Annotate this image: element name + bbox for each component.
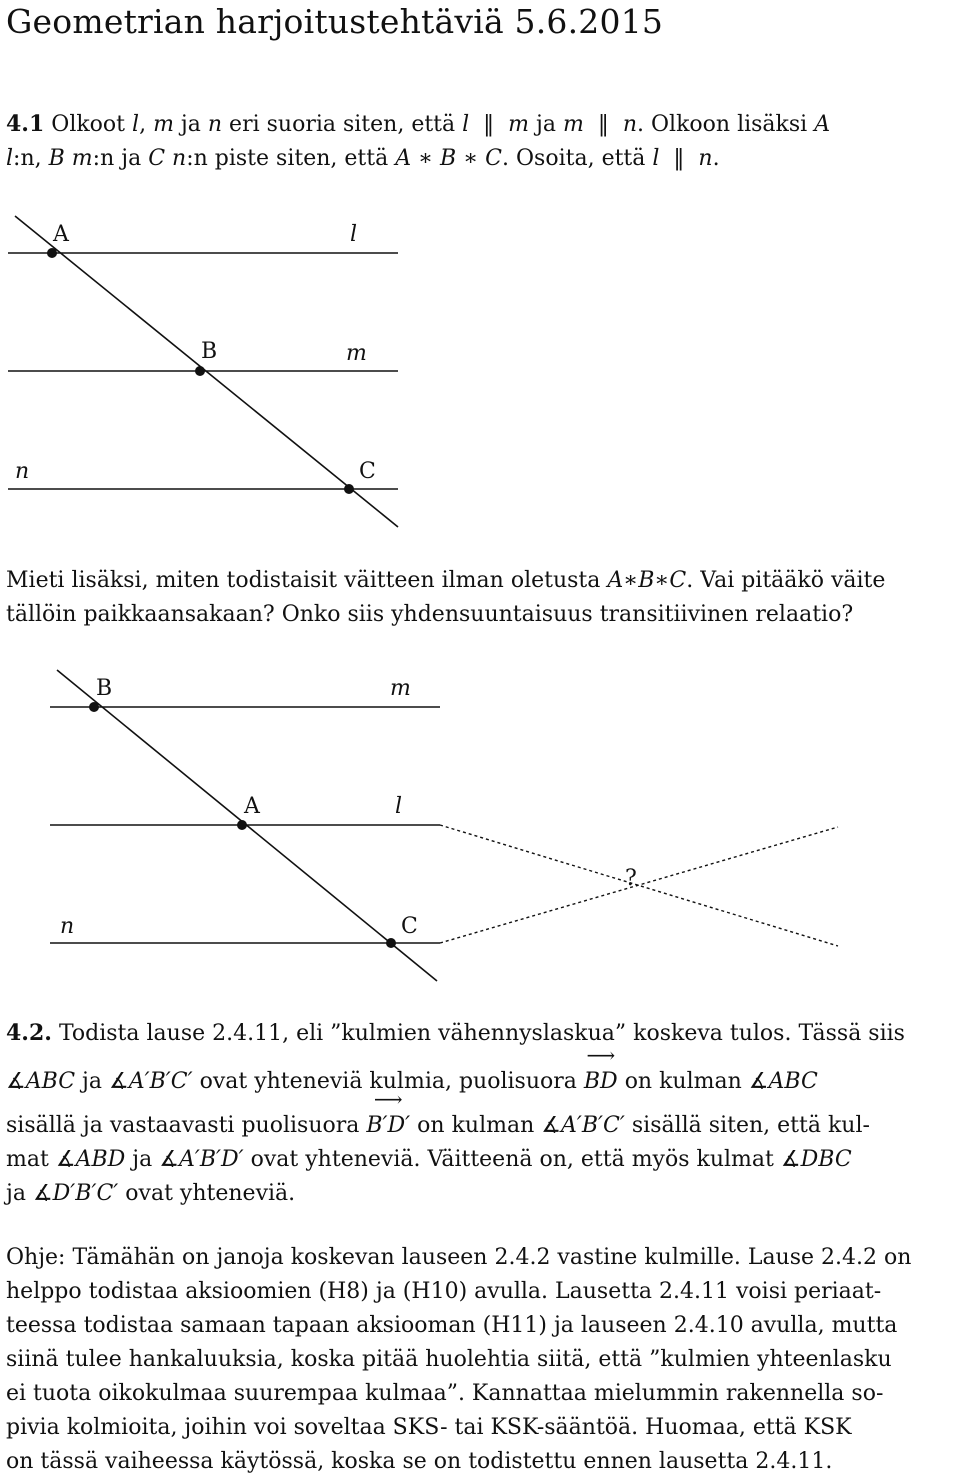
exercise-number: 4.1 <box>6 111 45 137</box>
point-b <box>195 366 205 376</box>
ohje-line-6: pivia kolmioita, joihin voi soveltaa SKS- tai KSK-sääntöä. Huomaa, että KSK <box>6 1415 852 1440</box>
exercise-4-2-line-3: sisällä ja vastaavasti puolisuora ⟶ B′D′ on kulman ∡A′B′C′ sisällä siten, että kul- <box>6 1108 870 1143</box>
exercise-4-2-line-4: mat ∡ABD ja ∡A′B′D′ ovat yhteneviä. Väitteenä on, että myös kulmat ∡DBC <box>6 1147 852 1172</box>
label-m: m <box>346 341 367 366</box>
exercise-4-2-line-1: 4.2. Todista lause 2.4.11, eli ”kulmien vähennyslaskua” koskeva tulos. Tässä siis <box>6 1020 905 1046</box>
ohje-line-1: Ohje: Tämähän on janoja koskevan lauseen 2.4.2 vastine kulmille. Lause 2.4.2 on <box>6 1245 912 1270</box>
question-mark: ? <box>625 866 637 891</box>
label-b: B <box>96 676 113 701</box>
label-n: n <box>60 914 75 939</box>
label-a: A <box>53 222 69 247</box>
ohje-line-4: siinä tulee hankaluuksia, koska pitää huolehtia siitä, että ”kulmien yhteenlasku <box>6 1347 892 1372</box>
mieti-line-2: tällöin paikkaansakaan? Onko siis yhdensuuntaisuus transitiivinen relaatio? <box>6 602 854 627</box>
ohje-line-7: on tässä vaiheessa käytössä, koska se on todistettu ennen lausetta 2.4.11. <box>6 1449 833 1474</box>
point-c <box>344 484 354 494</box>
label-l: l <box>350 222 358 247</box>
ohje-line-5: ei tuota oikokulmaa suurempaa kulmaa”. Kannattaa mielummin rakennella so- <box>6 1381 884 1406</box>
point-c <box>386 938 396 948</box>
label-l: l <box>395 794 403 819</box>
label-c: C <box>401 914 418 939</box>
dashed-extension-n <box>440 827 838 943</box>
figure-2 <box>50 670 838 981</box>
label-a: A <box>244 794 260 819</box>
exercise-number: 4.2. <box>6 1020 52 1046</box>
label-m: m <box>390 676 411 701</box>
page-title: Geometrian harjoitustehtäviä 5.6.2015 <box>6 2 664 41</box>
label-c: C <box>359 459 376 484</box>
mieti-line-1: Mieti lisäksi, miten todistaisit väitteen ilman oletusta A∗B∗C. Vai pitääkö väite <box>6 568 886 593</box>
exercise-4-1-line-2: l:n, B m:n ja C n:n piste siten, että A ∗ B ∗ C. Osoita, että l ‖ n. <box>6 146 720 171</box>
ohje-line-3: teessa todistaa samaan tapaan aksiooman (H11) ja lauseen 2.4.10 avulla, mutta <box>6 1313 898 1338</box>
point-b <box>89 702 99 712</box>
exercise-4-2-line-2: ∡ABC ja ∡A′B′C′ ovat yhteneviä kulmia, puolisuora ⟶ BD on kulman ∡ABC <box>6 1064 818 1099</box>
point-a <box>47 248 57 258</box>
figure-1 <box>8 216 398 527</box>
dashed-extension-l <box>440 825 838 946</box>
point-a <box>237 820 247 830</box>
exercise-4-1-line-1: 4.1 Olkoot l, m ja n eri suoria siten, että l ‖ m ja m ‖ n. Olkoon lisäksi A <box>6 111 831 137</box>
label-b: B <box>201 339 218 364</box>
ohje-line-2: helppo todistaa aksioomien (H8) ja (H10) avulla. Lausetta 2.4.11 voisi periaat- <box>6 1279 882 1304</box>
exercise-4-2-line-5: ja ∡D′B′C′ ovat yhteneviä. <box>6 1181 296 1206</box>
label-n: n <box>15 459 30 484</box>
